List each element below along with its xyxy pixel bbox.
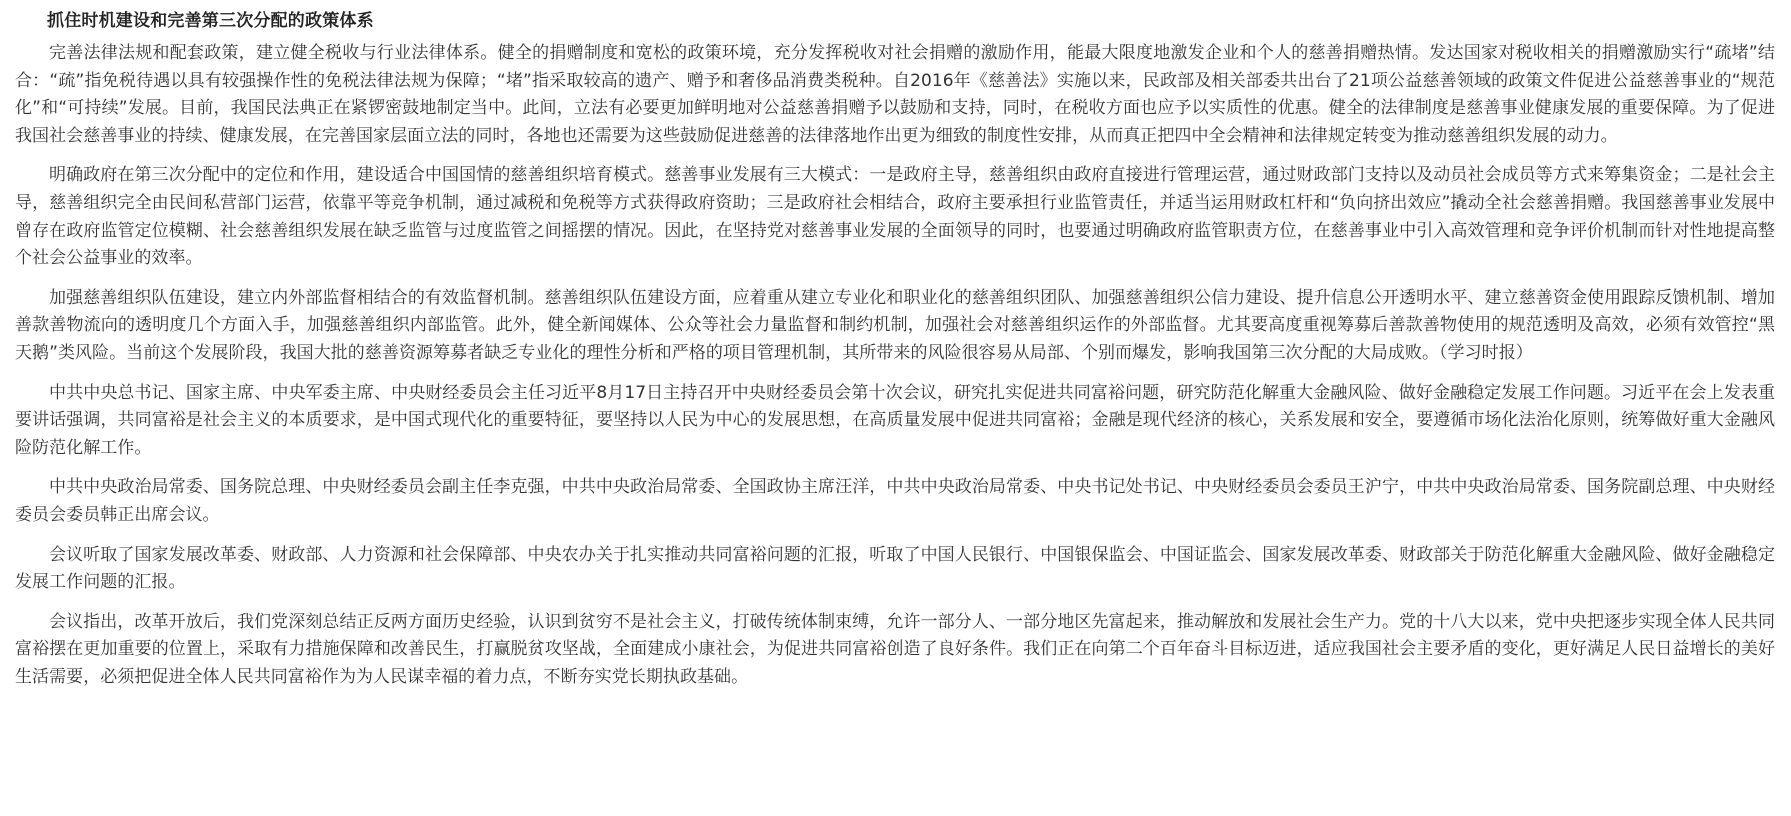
paragraph-meeting-conclusion: 会议指出，改革开放后，我们党深刻总结正反两方面历史经验，认识到贫穷不是社会主义，打破传统体制束缚，允许一部分人、一部分地区先富起来，推动解放和发展社会生产力。党的十八大以来，党中央把逐步实现全体人民共同富裕摆在更加重要的位置上，采取有力措施保障和改善民生，打赢脱贫攻坚战，全面建成小康社会，为促进共同富裕创造了良好条件。我们正在向第二个百年奋斗目标迈进，适应我国社会主要矛盾的变化，更好满足人民日益增长的美好生活需要，必须把促进全体人民共同富裕作为为人民谋幸福的着力点，不断夯实党长期执政基础。 bbox=[15, 611, 1775, 687]
paragraph-meeting-intro: 中共中央总书记、国家主席、中央军委主席、中央财经委员会主任习近平8月17日主持召开中央财经委员会第十次会议，研究扎实促进共同富裕问题，研究防范化解重大金融风险、做好金融稳定发展工作问题。习近平在会上发表重要讲话强调，共同富裕是社会主义的本质要求，是中国式现代化的重要特征，要坚持以人民为中心的发展思想，在高质量发展中促进共同富裕；金融是现代经济的核心，关系发展和安全，要遵循市场化法治化原则，统筹做好重大金融风险防范化解工作。 bbox=[15, 382, 1775, 458]
spacer bbox=[15, 33, 1775, 40]
spacer bbox=[15, 273, 1775, 285]
spacer bbox=[15, 368, 1775, 380]
spacer bbox=[15, 150, 1775, 162]
spacer bbox=[15, 530, 1775, 542]
article-heading: 抓住时机建设和完善第三次分配的政策体系 bbox=[47, 11, 374, 31]
spacer bbox=[15, 462, 1775, 474]
paragraph-supervision: 加强慈善组织队伍建设，建立内外部监督相结合的有效监督机制。慈善组织队伍建设方面，应着重从建立专业化和职业化的慈善组织团队、加强慈善组织公信力建设、提升信息公开透明水平、建立慈善资金使用跟踪反馈机制、增加善款善物流向的透明度几个方面入手，加强慈善组织内部监管。此外，健全新闻媒体、公众等社会力量监督和制约机制，加强社会对慈善组织运作的外部监督。尤其要高度重视筹募后善款善物使用的规范透明及高效，必须有效管控“黑天鹅”类风险。当前这个发展阶段，我国大批的慈善资源筹募者缺乏专业化的理性分析和严格的项目管理机制，其所带来的风险很容易从局部、个别而爆发，影响我国第三次分配的大局成败。（学习时报） bbox=[15, 287, 1775, 363]
spacer bbox=[15, 597, 1775, 609]
paragraph-reports: 会议听取了国家发展改革委、财政部、人力资源和社会保障部、中央农办关于扎实推动共同富裕问题的汇报，听取了中国人民银行、中国银保监会、中国证监会、国家发展改革委、财政部关于防范化解重大金融风险、做好金融稳定发展工作问题的汇报。 bbox=[15, 544, 1775, 593]
paragraph-government-role: 明确政府在第三次分配中的定位和作用，建设适合中国国情的慈善组织培育模式。慈善事业发展有三大模式：一是政府主导，慈善组织由政府直接进行管理运营，通过财政部门支持以及动员社会成员等方式来筹集资金；二是社会主导，慈善组织完全由民间私营部门运营，依靠平等竞争机制，通过减税和免税等方式获得政府资助；三是政府社会相结合，政府主要承担行业监管责任，并适当运用财政杠杆和“负向挤出效应”撬动全社会慈善捐赠。我国慈善事业发展中曾存在政府监管定位模糊、社会慈善组织发展在缺乏监管与过度监管之间摇摆的情况。因此，在坚持党对慈善事业发展的全面领导的同时，也要通过明确政府监管职责方位，在慈善事业中引入高效管理和竞争评价机制而针对性地提高整个社会公益事业的效率。 bbox=[15, 165, 1775, 269]
paragraph-tax-policy: 完善法律法规和配套政策，建立健全税收与行业法律体系。健全的捐赠制度和宽松的政策环境，充分发挥税收对社会捐赠的激励作用，能最大限度地激发企业和个人的慈善捐赠热情。发达国家对税收相关的捐赠激励实行“疏堵”结合：“疏”指免税待遇以具有较强操作性的免税法律法规为保障；“堵”指采取较高的遗产、赠予和奢侈品消费类税种。自2016年《慈善法》实施以来，民政部及相关部委共出台了21项公益慈善领域的政策文件促进公益慈善事业的“规范化”和“可持续”发展。目前，我国民法典正在紧锣密鼓地制定当中。此间，立法有必要更加鲜明地对公益慈善捐赠予以鼓励和支持，同时，在税收方面也应予以实质性的优惠。健全的法律制度是慈善事业健康发展的重要保障。为了促进我国社会慈善事业的持续、健康发展，在完善国家层面立法的同时，各地也还需要为这些鼓励促进慈善的法律落地作出更为细致的制度性安排，从而真正把四中全会精神和法律规定转变为推动慈善组织发展的动力。 bbox=[15, 43, 1775, 146]
paragraph-attendees: 中共中央政治局常委、国务院总理、中央财经委员会副主任李克强，中共中央政治局常委、全国政协主席汪洋，中共中央政治局常委、中央书记处书记、中央财经委员会委员王沪宁，中共中央政治局常委、国务院副总理、中央财经委员会委员韩正出席会议。 bbox=[15, 477, 1775, 525]
